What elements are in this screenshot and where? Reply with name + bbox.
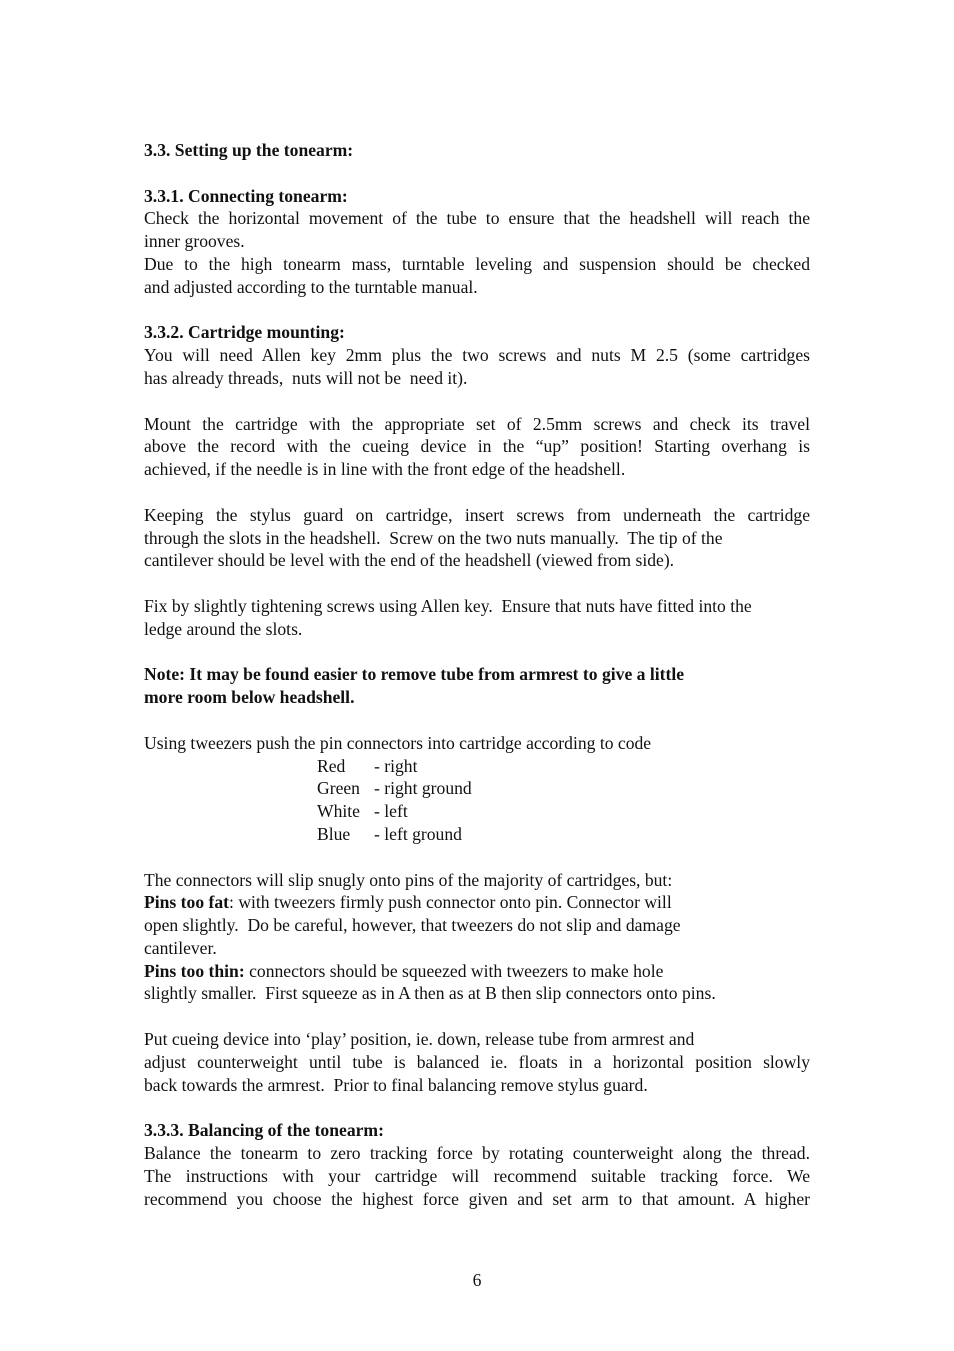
page-number: 6 (472, 1270, 482, 1290)
text-line: inner grooves. (144, 231, 245, 252)
text-line: Keeping the stylus guard on cartridge, insert screws from underneath the cartridge (144, 504, 810, 525)
section-3-3-2-heading: 3.3.2. Cartridge mounting: (144, 322, 345, 343)
text-line: Balance the tonearm to zero tracking force by rotating counterweight along the thread. (144, 1143, 810, 1164)
text-line: Mount the cartridge with the appropriate set of 2.5mm screws and check its travel (144, 413, 810, 434)
text-line (144, 891, 810, 914)
text-line: adjust counterweight until tube is balanced ie. floats in a horizontal position slowly (144, 1051, 810, 1072)
text-line: Put cueing device into ‘play’ position, ie. down, release tube from armrest and (144, 1029, 695, 1050)
pin-code-row (317, 777, 810, 800)
pin-color: Blue (317, 823, 351, 844)
pin-code-row (317, 823, 810, 846)
pin-code-row (317, 755, 810, 778)
pin-desc: - right ground (374, 778, 472, 799)
text-line: cantilever. (144, 937, 217, 958)
section-3-3-1-heading: 3.3.1. Connecting tonearm: (144, 185, 348, 206)
note-line: Note: It may be found easier to remove tube from armrest to give a little (144, 664, 685, 685)
text-line: You will need Allen key 2mm plus the two screws and nuts M 2.5 (some cartridges (144, 345, 810, 366)
text-line: Using tweezers push the pin connectors into cartridge according to code (144, 732, 652, 753)
text-line: The instructions with your cartridge will recommend suitable tracking force. We (144, 1165, 810, 1186)
pin-color: White (317, 801, 360, 822)
pins-too-fat-label: Pins too fat (144, 892, 230, 913)
pin-code-list (317, 755, 810, 846)
text-line: open slightly. Do be careful, however, that tweezers do not slip and damage (144, 915, 681, 936)
text-fragment: : with tweezers firmly push connector onto pin. Connector will (229, 892, 672, 913)
pins-too-thin-label: Pins too thin: (144, 960, 245, 981)
text-line: through the slots in the headshell. Screw on the two nuts manually. The tip of the (144, 527, 723, 548)
text-line: has already threads, nuts will not be need it). (144, 367, 468, 388)
text-line: back towards the armrest. Prior to final balancing remove stylus guard. (144, 1074, 648, 1095)
text-line: cantilever should be level with the end of the headshell (viewed from side). (144, 550, 675, 571)
note-line: more room below headshell. (144, 687, 355, 708)
document-page (144, 139, 810, 1210)
section-3-3-3-heading: 3.3.3. Balancing of the tonearm: (144, 1120, 384, 1141)
pin-code-row (317, 800, 810, 823)
text-line: recommend you choose the highest force given and set arm to that amount. A higher (144, 1188, 810, 1209)
pin-desc: - right (374, 755, 418, 776)
pin-color: Green (317, 778, 360, 799)
text-line: slightly smaller. First squeeze as in A then as at B then slip connectors onto pins. (144, 983, 716, 1004)
text-fragment: connectors should be squeezed with tweezers to make hole (244, 960, 664, 981)
pin-color: Red (317, 755, 346, 776)
section-3-3-heading: 3.3. Setting up the tonearm: (144, 140, 354, 160)
text-line: Fix by slightly tightening screws using Allen key. Ensure that nuts have fitted into the (144, 595, 752, 616)
text-line (144, 960, 810, 983)
text-line: ledge around the slots. (144, 618, 303, 639)
text-line: Check the horizontal movement of the tube to ensure that the headshell will reach the (144, 208, 810, 229)
text-line: The connectors will slip snugly onto pins of the majority of cartridges, but: (144, 869, 673, 890)
text-line: above the record with the cueing device in the “up” position! Starting overhang is (144, 436, 810, 457)
pin-desc: - left ground (374, 823, 462, 844)
text-line: Due to the high tonearm mass, turntable leveling and suspension should be checked (144, 253, 810, 274)
pin-desc: - left (374, 801, 408, 822)
text-line: and adjusted according to the turntable manual. (144, 276, 478, 297)
text-line: achieved, if the needle is in line with the front edge of the headshell. (144, 459, 626, 480)
